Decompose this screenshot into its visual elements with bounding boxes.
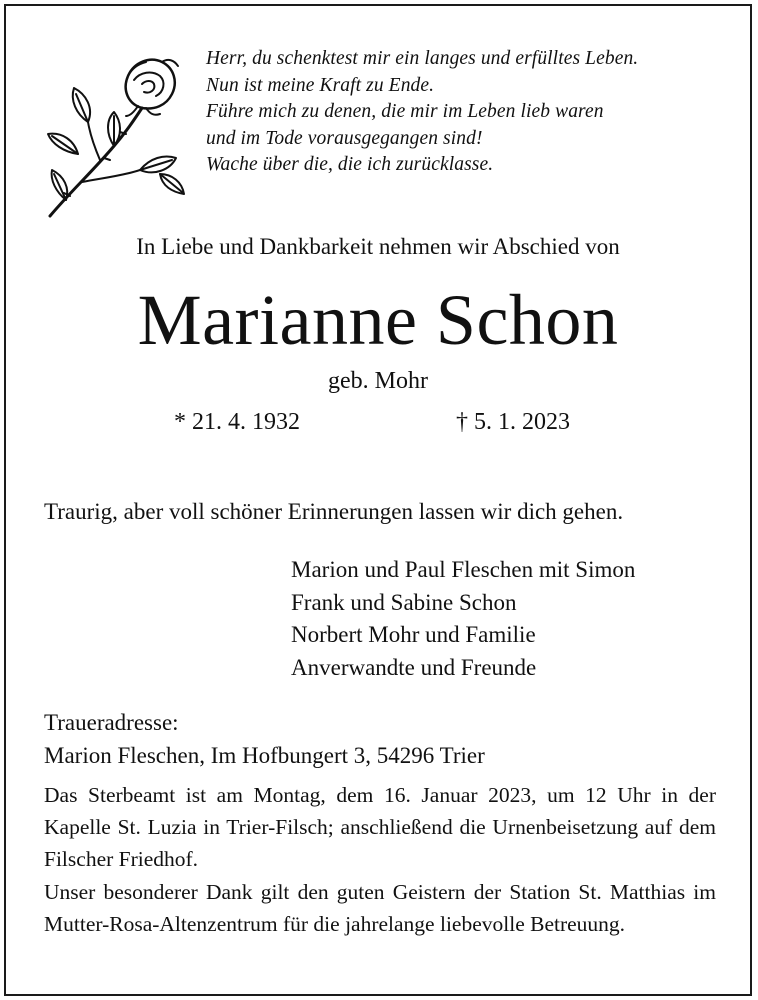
mourner-entry: Marion und Paul Fleschen mit Simon [291,557,636,582]
maiden-name: geb. Mohr [328,368,428,394]
poem-line: Nun ist meine Kraft zu Ende. [206,74,435,96]
poem-line: und im Tode vorausgegangen sind! [206,127,483,149]
mourner-entry: Anverwandte und Freunde [291,654,537,680]
address-label: Traueradresse: [44,710,179,735]
poem-line: Wache über die, die ich zurücklasse. [206,154,494,175]
obituary-notice [4,4,752,996]
mourner-entry: Norbert Mohr und Familie [291,622,536,647]
mourner-entry: Frank und Sabine Schon [291,589,517,615]
service-text: Das Sterbeamt ist am Montag, dem 16. Januar 2023, um 12 Uhr in der Kapelle St. Luzia in Trier-Filsch; anschließend die Urnenbeisetzung auf dem Filscher Friedhof. [44,783,716,871]
mourning-address: Marion Fleschen, Im Hofbungert 3, 54296 Trier [44,743,485,768]
farewell-text: Traurig, aber voll schöner Erinnerungen lassen wir dich gehen. [44,499,624,524]
intro-text: In Liebe und Dankbarkeit nehmen wir Abschied von [136,234,620,259]
poem-line: Herr, du schenktest mir ein langes und erfülltes Leben. [206,48,639,69]
death-date: † 5. 1. 2023 [456,409,570,435]
birth-date: * 21. 4. 1932 [174,409,300,435]
deceased-name: Marianne Schon [137,280,619,360]
thanks-text: Unser besonderer Dank gilt den guten Geistern der Station St. Matthias im Mutter-Rosa-Altenzentrum für die jahrelange liebevolle Betreuung. [44,880,716,936]
poem-block [206,46,746,179]
rose-icon [42,50,192,222]
poem-line: Führe mich zu denen, die mir im Leben lieb waren [206,101,604,122]
mourners-list [291,554,635,684]
